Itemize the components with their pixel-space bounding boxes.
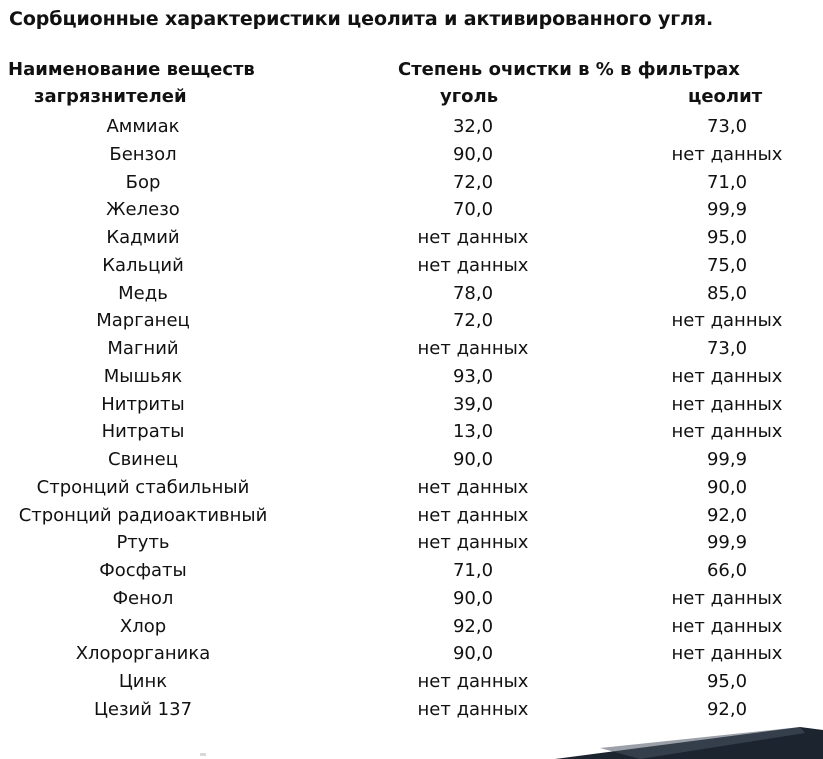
column-header-coal: уголь — [440, 86, 499, 107]
substance-name: Фенол — [112, 587, 174, 609]
coal-value: нет данных — [417, 671, 529, 692]
coal-value: 32,0 — [452, 116, 494, 137]
coal-value: 71,0 — [452, 560, 494, 581]
zeolite-value: 99,9 — [706, 532, 748, 554]
coal-value: нет данных — [417, 254, 529, 276]
coal-value: 72,0 — [452, 310, 494, 332]
substance-name: Аммиак — [106, 116, 180, 137]
zeolite-value: 92,0 — [706, 698, 748, 720]
zeolite-value: нет данных — [671, 393, 783, 415]
substance-name: Кальций — [102, 254, 184, 276]
zeolite-value: 99,9 — [706, 199, 748, 221]
coal-value: 93,0 — [452, 365, 494, 387]
substance-name: Хлор — [119, 615, 167, 637]
substance-name: Марганец — [96, 310, 190, 332]
zeolite-value: 71,0 — [706, 171, 748, 193]
zeolite-value: нет данных — [671, 365, 783, 387]
zeolite-value: 92,0 — [706, 504, 748, 526]
substance-name: Медь — [118, 282, 168, 304]
zeolite-value: нет данных — [671, 587, 783, 609]
coal-value: нет данных — [417, 338, 529, 359]
substance-name: Нитриты — [101, 393, 185, 415]
coal-value: 90,0 — [452, 643, 494, 665]
substance-name: Нитраты — [101, 421, 185, 443]
coal-value: 78,0 — [452, 282, 494, 304]
coal-value: нет данных — [417, 504, 529, 526]
column-header-name-line1: Наименование веществ — [8, 59, 255, 80]
substance-name: Бензол — [109, 143, 177, 165]
page-title: Сорбционные характеристики цеолита и активированного угля. — [9, 8, 714, 30]
zeolite-value: нет данных — [671, 643, 783, 665]
zeolite-value: 90,0 — [706, 476, 748, 498]
coal-value: 13,0 — [452, 421, 494, 443]
substance-name: Хлорорганика — [75, 643, 211, 665]
coal-value: нет данных — [417, 532, 529, 554]
substance-name: Свинец — [108, 449, 178, 470]
coal-value: нет данных — [417, 227, 529, 248]
zeolite-value: нет данных — [671, 310, 783, 332]
column-header-zeolite: цеолит — [688, 86, 763, 107]
coal-value: нет данных — [417, 476, 529, 498]
coal-value: 90,0 — [452, 143, 494, 165]
zeolite-value: 66,0 — [706, 560, 748, 581]
zeolite-value: 73,0 — [706, 338, 748, 359]
zeolite-value: 99,9 — [706, 449, 748, 470]
coal-value: 72,0 — [452, 171, 494, 193]
substance-name: Бор — [125, 171, 161, 193]
zeolite-value: нет данных — [671, 615, 783, 637]
substance-name: Цинк — [118, 671, 168, 692]
column-header-degree: Степень очистки в % в фильтрах — [398, 59, 740, 80]
substance-name: Железо — [106, 199, 180, 221]
substance-name: Магний — [107, 338, 179, 359]
zeolite-value: 73,0 — [706, 116, 748, 137]
coal-value: 92,0 — [452, 615, 494, 637]
zeolite-value: нет данных — [671, 421, 783, 443]
coal-value: 39,0 — [452, 393, 494, 415]
zeolite-value: нет данных — [671, 143, 783, 165]
coal-value: 90,0 — [452, 449, 494, 470]
coal-value: 90,0 — [452, 587, 494, 609]
column-header-name-line2: загрязнителей — [34, 86, 187, 107]
substance-name: Мышьяк — [103, 365, 183, 387]
zeolite-value: 95,0 — [706, 227, 748, 248]
substance-name: Стронций стабильный — [36, 476, 250, 498]
substance-name: Фосфаты — [99, 560, 187, 581]
substance-name: Стронций радиоактивный — [18, 504, 268, 526]
zeolite-value: 95,0 — [706, 671, 748, 692]
coal-value: 70,0 — [452, 199, 494, 221]
zeolite-value: 75,0 — [706, 254, 748, 276]
zeolite-value: 85,0 — [706, 282, 748, 304]
substance-name: Кадмий — [106, 227, 180, 248]
coal-value: нет данных — [417, 698, 529, 720]
substance-name: Ртуть — [116, 532, 170, 554]
substance-name: Цезий 137 — [93, 698, 193, 720]
